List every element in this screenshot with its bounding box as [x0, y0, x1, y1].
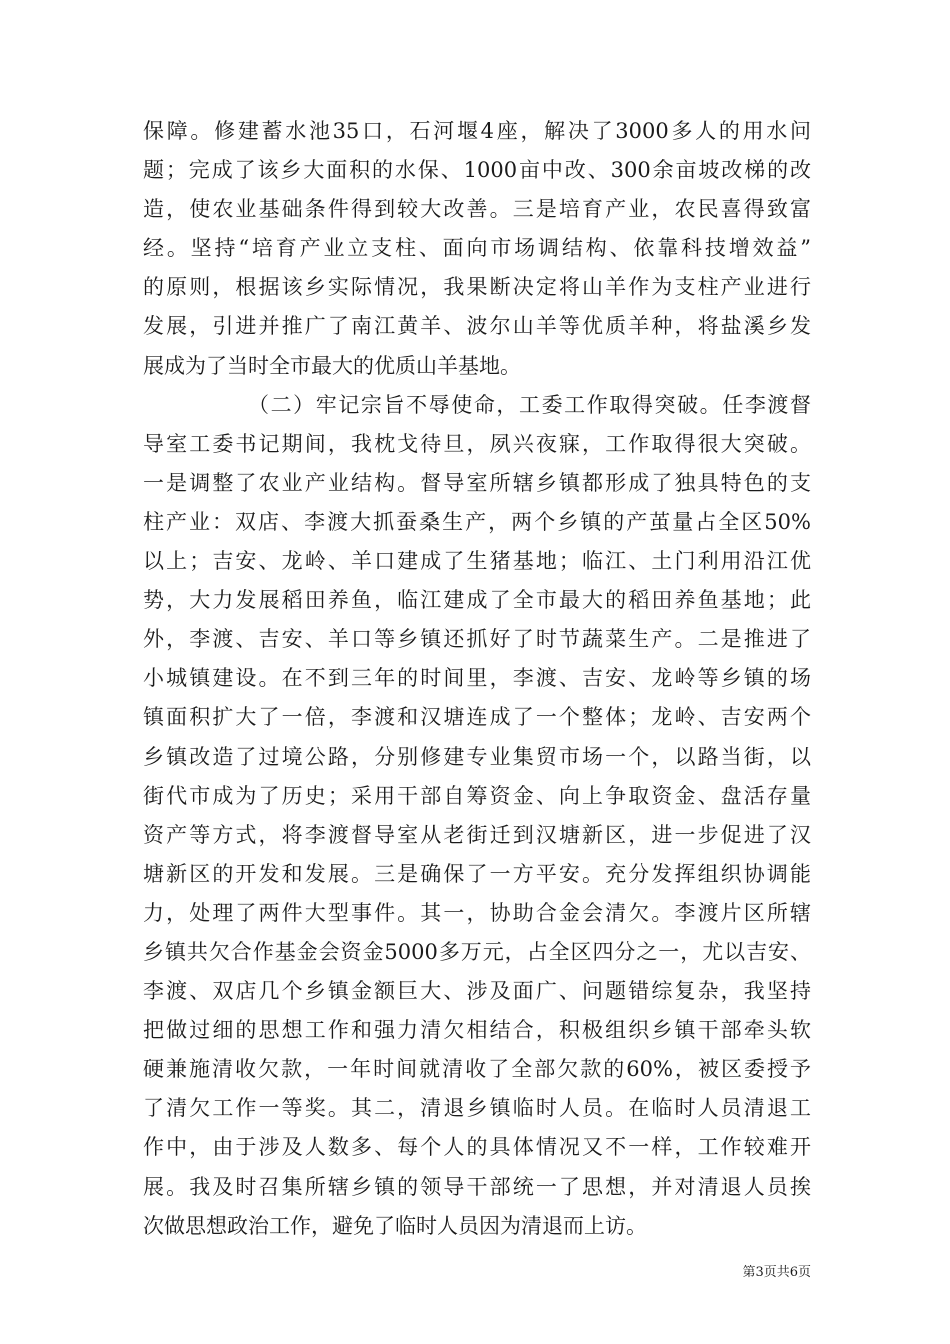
text-line: 资产等方式，将李渡督导室从老街迁到汉塘新区，进一步促进了汉	[143, 822, 811, 847]
text-line: 题；完成了该乡大面积的水保、1000亩中改、300余亩坡改梯的改	[143, 158, 811, 183]
text-line: 外，李渡、吉安、羊口等乡镇还抓好了时节蔬菜生产。二是推进了	[143, 627, 811, 652]
text-line: 乡镇改造了过境公路，分别修建专业集贸市场一个，以路当街，以	[143, 744, 811, 769]
text-line: 导室工委书记期间，我枕戈待旦，夙兴夜寐，工作取得很大突破。	[143, 431, 811, 456]
text-line: 小城镇建设。在不到三年的时间里，李渡、吉安、龙岭等乡镇的场	[143, 666, 811, 691]
text-line: 镇面积扩大了一倍，李渡和汉塘连成了一个整体；龙岭、吉安两个	[143, 705, 811, 730]
text-line: 展成为了当时全市最大的优质山羊基地。	[143, 353, 521, 378]
text-line: 造，使农业基础条件得到较大改善。三是培育产业，农民喜得致富	[143, 197, 811, 222]
paragraph-heading-line: （二）牢记宗旨不辱使命，工委工作取得突破。任李渡督	[248, 392, 811, 417]
text-line: 发展，引进并推广了南江黄羊、波尔山羊等优质羊种，将盐溪乡发	[143, 314, 811, 339]
body-text	[143, 112, 811, 1246]
text-line: 把做过细的思想工作和强力清欠相结合，积极组织乡镇干部牵头软	[143, 1018, 811, 1043]
text-line: 作中，由于涉及人数多、每个人的具体情况又不一样，工作较难开	[143, 1135, 811, 1160]
text-line: 次做思想政治工作，避免了临时人员因为清退而上访。	[143, 1213, 647, 1238]
text-line: 乡镇共欠合作基金会资金5000多万元，占全区四分之一，尤以吉安、	[143, 939, 811, 964]
text-line: 的原则，根据该乡实际情况，我果断决定将山羊作为支柱产业进行	[143, 275, 811, 300]
text-line: 以上；吉安、龙岭、羊口建成了生猪基地；临江、土门利用沿江优	[143, 549, 811, 574]
text-line: 展。我及时召集所辖乡镇的领导干部统一了思想，并对清退人员挨	[143, 1174, 811, 1199]
text-line: 街代市成为了历史；采用干部自筹资金、向上争取资金、盘活存量	[143, 783, 811, 808]
text-line: 塘新区的开发和发展。三是确保了一方平安。充分发挥组织协调能	[143, 861, 811, 886]
text-line: 保障。修建蓄水池35口，石河堰4座，解决了3000多人的用水问	[143, 119, 811, 143]
text-line: 了清欠工作一等奖。其二，清退乡镇临时人员。在临时人员清退工	[143, 1096, 811, 1121]
text-line: 经。坚持“培育产业立支柱、面向市场调结构、依靠科技增效益”	[143, 236, 811, 261]
text-line: 一是调整了农业产业结构。督导室所辖乡镇都形成了独具特色的支	[143, 470, 811, 495]
page-number-footer: 第3页共6页	[742, 1265, 811, 1280]
text-line: 势，大力发展稻田养鱼，临江建成了全市最大的稻田养鱼基地；此	[143, 588, 811, 613]
text-line: 力，处理了两件大型事件。其一，协助合金会清欠。李渡片区所辖	[143, 900, 811, 925]
text-line: 李渡、双店几个乡镇金额巨大、涉及面广、问题错综复杂，我坚持	[143, 979, 811, 1004]
text-line: 柱产业：双店、李渡大抓蚕桑生产，两个乡镇的产茧量占全区50%	[143, 509, 811, 534]
text-line: 硬兼施清收欠款，一年时间就清收了全部欠款的60%，被区委授予	[143, 1057, 811, 1082]
